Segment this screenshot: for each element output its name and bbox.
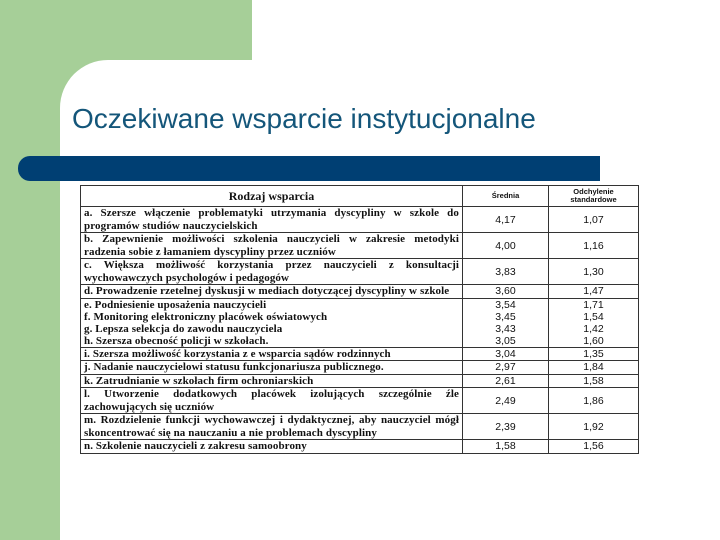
mean-value: 2,49 bbox=[495, 394, 516, 407]
sd-value-cell bbox=[549, 347, 639, 361]
sd-value: 1,54 bbox=[583, 310, 604, 323]
mean-value: 3,04 bbox=[495, 347, 516, 360]
table-row bbox=[81, 440, 639, 454]
sd-value-cell bbox=[549, 374, 639, 388]
sd-value: 1,58 bbox=[583, 374, 604, 387]
table-row bbox=[81, 233, 639, 259]
table-header-row bbox=[81, 186, 639, 207]
sd-value-cell bbox=[549, 361, 639, 375]
sd-value: 1,60 bbox=[583, 334, 604, 347]
mean-value: 2,61 bbox=[495, 374, 516, 387]
mean-value-cell bbox=[463, 285, 549, 299]
support-label-cell bbox=[81, 440, 463, 454]
table-row bbox=[81, 207, 639, 233]
support-label-cell bbox=[81, 388, 463, 414]
mean-value: 3,45 bbox=[495, 310, 516, 323]
mean-value: 4,17 bbox=[495, 213, 516, 226]
mean-value: 3,83 bbox=[495, 265, 516, 278]
sd-value: 1,56 bbox=[583, 440, 604, 453]
sd-value: 1,35 bbox=[583, 347, 604, 360]
mean-value: 3,05 bbox=[495, 334, 516, 347]
sd-value: 1,42 bbox=[583, 322, 604, 335]
support-label-cell bbox=[81, 361, 463, 375]
support-label: m. Rozdzielenie funkcji wychowawczej i dydaktycznej, aby nauczyciel mógł skoncentrować się na nauczaniu a nie problemach dyscypliny bbox=[84, 414, 459, 439]
table-row bbox=[81, 298, 639, 347]
sd-value-cell bbox=[549, 207, 639, 233]
support-table bbox=[80, 185, 639, 454]
sd-value-cell bbox=[549, 414, 639, 440]
mean-value-cell bbox=[463, 440, 549, 454]
support-label-cell bbox=[81, 285, 463, 299]
support-label: e. Podniesienie uposażenia nauczycieli bbox=[84, 298, 267, 311]
table-row bbox=[81, 388, 639, 414]
support-label: d. Prowadzenie rzetelnej dyskusji w mediach dotyczącej dyscypliny w szkole bbox=[84, 285, 450, 297]
support-label: j. Nadanie nauczycielowi statusu funkcjonariusza publicznego. bbox=[84, 361, 384, 373]
support-label: b. Zapewnienie możliwości szkolenia nauczycieli w zakresie metodyki radzenia sobie z łamaniem dyscypliny przez uczniów bbox=[84, 233, 459, 258]
mean-value: 3,54 bbox=[495, 298, 516, 311]
table-row bbox=[81, 259, 639, 285]
sd-value: 1,30 bbox=[583, 265, 604, 278]
support-label: a. Szersze włączenie problematyki utrzymania dyscypliny w szkole do programów studiów nauczycielskich bbox=[84, 207, 459, 232]
support-label-cell bbox=[81, 298, 463, 347]
sd-value: 1,07 bbox=[583, 213, 604, 226]
sd-value: 1,16 bbox=[583, 239, 604, 252]
mean-value-cell bbox=[463, 298, 549, 347]
sd-value-cell bbox=[549, 259, 639, 285]
support-label: n. Szkolenie nauczycieli z zakresu samoobrony bbox=[84, 440, 307, 452]
mean-value-cell bbox=[463, 207, 549, 233]
sd-value-cell bbox=[549, 298, 639, 347]
sd-value: 1,92 bbox=[583, 420, 604, 433]
table-row bbox=[81, 414, 639, 440]
mean-value: 3,43 bbox=[495, 322, 516, 335]
mean-value-cell bbox=[463, 414, 549, 440]
support-label: k. Zatrudnianie w szkołach firm ochroniarskich bbox=[84, 374, 314, 387]
mean-value-cell bbox=[463, 374, 549, 388]
sd-value-cell bbox=[549, 388, 639, 414]
support-label: i. Szersza możliwość korzystania z e wsparcia sądów rodzinnych bbox=[84, 347, 391, 360]
sd-value-cell bbox=[549, 285, 639, 299]
slide-title: Oczekiwane wsparcie instytucjonalne bbox=[72, 103, 536, 134]
sd-value: 1,84 bbox=[583, 361, 604, 374]
support-label: g. Lepsza selekcja do zawodu nauczyciela bbox=[84, 322, 283, 335]
table-body bbox=[81, 207, 639, 454]
support-label-cell bbox=[81, 259, 463, 285]
support-label: c. Większa możliwość korzystania przez nauczycieli z konsultacji wychowawczych psychologów i pedagogów bbox=[84, 259, 459, 284]
support-label-cell bbox=[81, 347, 463, 361]
support-label-cell bbox=[81, 374, 463, 388]
sd-value: 1,86 bbox=[583, 394, 604, 407]
table-row bbox=[81, 347, 639, 361]
sd-value-cell bbox=[549, 233, 639, 259]
header-kind: Rodzaj wsparcia bbox=[81, 186, 463, 207]
header-mean: Średnia bbox=[463, 186, 549, 207]
title-underline-bar bbox=[18, 156, 600, 181]
mean-value-cell bbox=[463, 233, 549, 259]
mean-value: 3,60 bbox=[495, 285, 516, 298]
table-row bbox=[81, 374, 639, 388]
support-label: h. Szersza obecność policji w szkołach. bbox=[84, 334, 269, 347]
support-label-cell bbox=[81, 207, 463, 233]
mean-value-cell bbox=[463, 347, 549, 361]
table-row bbox=[81, 285, 639, 299]
mean-value-cell bbox=[463, 361, 549, 375]
table-row bbox=[81, 361, 639, 375]
mean-value-cell bbox=[463, 388, 549, 414]
mean-value: 1,58 bbox=[495, 440, 516, 453]
support-label: l. Utworzenie dodatkowych placówek izolujących szczególnie źle zachowujących się uczniów bbox=[84, 388, 459, 413]
header-sd: Odchylenie standardowe bbox=[549, 186, 639, 207]
mean-value: 4,00 bbox=[495, 239, 516, 252]
sd-value: 1,71 bbox=[583, 298, 604, 311]
mean-value: 2,39 bbox=[495, 420, 516, 433]
sd-value-cell bbox=[549, 440, 639, 454]
support-label: f. Monitoring elektroniczny placówek oświatowych bbox=[84, 310, 328, 323]
support-label-cell bbox=[81, 233, 463, 259]
sd-value: 1,47 bbox=[583, 285, 604, 298]
support-label-cell bbox=[81, 414, 463, 440]
mean-value-cell bbox=[463, 259, 549, 285]
mean-value: 2,97 bbox=[495, 361, 516, 374]
